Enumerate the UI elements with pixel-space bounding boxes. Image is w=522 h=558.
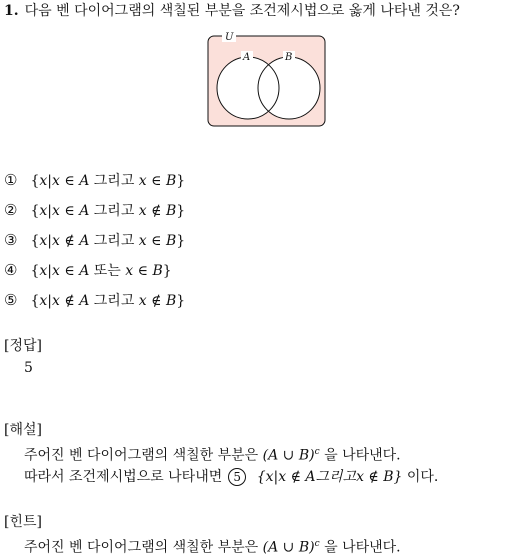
circled-answer-number: 5 bbox=[228, 468, 246, 486]
choice-var: x bbox=[52, 293, 60, 309]
venn-diagram bbox=[205, 30, 329, 130]
choice-var: x bbox=[39, 293, 48, 309]
choice-var: x bbox=[138, 233, 147, 249]
hint-label: [힌트] bbox=[4, 514, 42, 530]
set-builder-expression: {x|x ∉ A그리고x ∉ B} bbox=[256, 469, 403, 485]
math-symbol: } bbox=[162, 263, 172, 279]
math-symbol: { bbox=[30, 173, 40, 189]
choice-1[interactable] bbox=[4, 170, 185, 191]
math-symbol: { bbox=[30, 233, 40, 249]
choice-var: x bbox=[138, 203, 147, 219]
choice-var: x bbox=[52, 173, 60, 189]
math-symbol: } bbox=[176, 203, 186, 219]
explanation-text: 주어진 벤 다이어그램의 색칠한 부분은 bbox=[24, 447, 259, 464]
choice-conj: 그리고 bbox=[93, 173, 135, 189]
choice-set: B bbox=[165, 293, 177, 309]
explanation-label: [해설] bbox=[4, 422, 42, 438]
choice-set: A bbox=[79, 233, 90, 249]
complement-superscript: c bbox=[314, 447, 320, 457]
choice-rel: ∈ bbox=[64, 263, 75, 279]
choice-bar: | bbox=[47, 173, 52, 189]
choice-rel: ∉ bbox=[64, 293, 75, 309]
choice-4[interactable] bbox=[4, 260, 172, 281]
choice-rel: ∉ bbox=[151, 293, 162, 309]
choice-conj: 그리고 bbox=[93, 203, 135, 219]
choice-set: B bbox=[152, 263, 163, 279]
choice-bar: | bbox=[47, 233, 52, 249]
choice-rel: ∈ bbox=[64, 173, 75, 189]
choice-mark: ④ bbox=[4, 261, 18, 279]
explanation-line-1 bbox=[24, 442, 401, 466]
choice-mark: ⑤ bbox=[4, 291, 18, 309]
choice-5[interactable] bbox=[4, 290, 185, 311]
choice-conj: 그리고 bbox=[93, 233, 135, 249]
choice-2[interactable] bbox=[4, 200, 185, 221]
choice-rel: ∈ bbox=[64, 203, 75, 219]
explanation-text: 을 나타낸다. bbox=[324, 447, 401, 464]
choice-var: x bbox=[39, 233, 48, 249]
choice-rel: ∈ bbox=[151, 233, 162, 249]
answer-value: 5 bbox=[24, 360, 33, 376]
choice-set: B bbox=[165, 173, 177, 189]
choice-var: x bbox=[52, 203, 60, 219]
choice-rel: ∉ bbox=[64, 233, 75, 249]
choice-set: A bbox=[79, 293, 90, 309]
choice-var: x bbox=[138, 293, 147, 309]
math-symbol: { bbox=[30, 293, 40, 309]
set-b-label: B bbox=[285, 52, 293, 63]
math-symbol: } bbox=[176, 173, 186, 189]
choice-bar: | bbox=[47, 263, 52, 279]
choice-var: x bbox=[39, 173, 48, 189]
choice-var: x bbox=[39, 203, 48, 219]
choice-mark: ① bbox=[4, 171, 18, 189]
choice-var: x bbox=[39, 263, 48, 279]
complement-superscript: c bbox=[314, 539, 320, 549]
set-a-label: A bbox=[243, 52, 251, 63]
question-number: 1. bbox=[4, 3, 19, 19]
choice-var: x bbox=[52, 263, 60, 279]
complement-expression: (A ∪ B) bbox=[262, 447, 315, 464]
choice-var: x bbox=[138, 173, 147, 189]
choice-rel: ∈ bbox=[137, 263, 149, 279]
question-text bbox=[4, 1, 460, 21]
choice-bar: | bbox=[47, 203, 52, 219]
hint-text: 을 나타낸다. bbox=[324, 539, 401, 556]
hint-line-1 bbox=[24, 534, 401, 558]
explanation-line-2 bbox=[24, 467, 438, 487]
choice-set: A bbox=[79, 173, 90, 189]
math-symbol: } bbox=[176, 233, 186, 249]
complement-expression: (A ∪ B) bbox=[262, 539, 315, 556]
choice-conj: 그리고 bbox=[93, 293, 135, 309]
choice-rel: ∈ bbox=[151, 173, 162, 189]
math-symbol: { bbox=[30, 203, 40, 219]
math-symbol: { bbox=[30, 263, 40, 279]
universe-label: U bbox=[225, 32, 234, 43]
math-symbol: } bbox=[176, 293, 186, 309]
choice-conj: 또는 bbox=[93, 263, 121, 279]
hint-text: 주어진 벤 다이어그램의 색칠한 부분은 bbox=[24, 539, 259, 556]
choice-set: B bbox=[165, 203, 177, 219]
choice-set: A bbox=[79, 203, 90, 219]
choice-var: x bbox=[52, 233, 60, 249]
explanation-text: 이다. bbox=[406, 469, 439, 485]
choice-var: x bbox=[125, 263, 134, 279]
choice-3[interactable] bbox=[4, 230, 185, 251]
choice-set: B bbox=[165, 233, 177, 249]
answer-label: [정답] bbox=[4, 338, 42, 354]
choice-mark: ③ bbox=[4, 231, 18, 249]
choice-mark: ② bbox=[4, 201, 18, 219]
explanation-text: 따라서 조건제시법으로 나타내면 bbox=[24, 469, 223, 485]
question-body: 다음 벤 다이어그램의 색칠된 부분을 조건제시법으로 옳게 나타낸 것은? bbox=[24, 3, 460, 19]
choice-set: A bbox=[79, 263, 90, 279]
choice-bar: | bbox=[47, 293, 52, 309]
choice-rel: ∉ bbox=[151, 203, 162, 219]
